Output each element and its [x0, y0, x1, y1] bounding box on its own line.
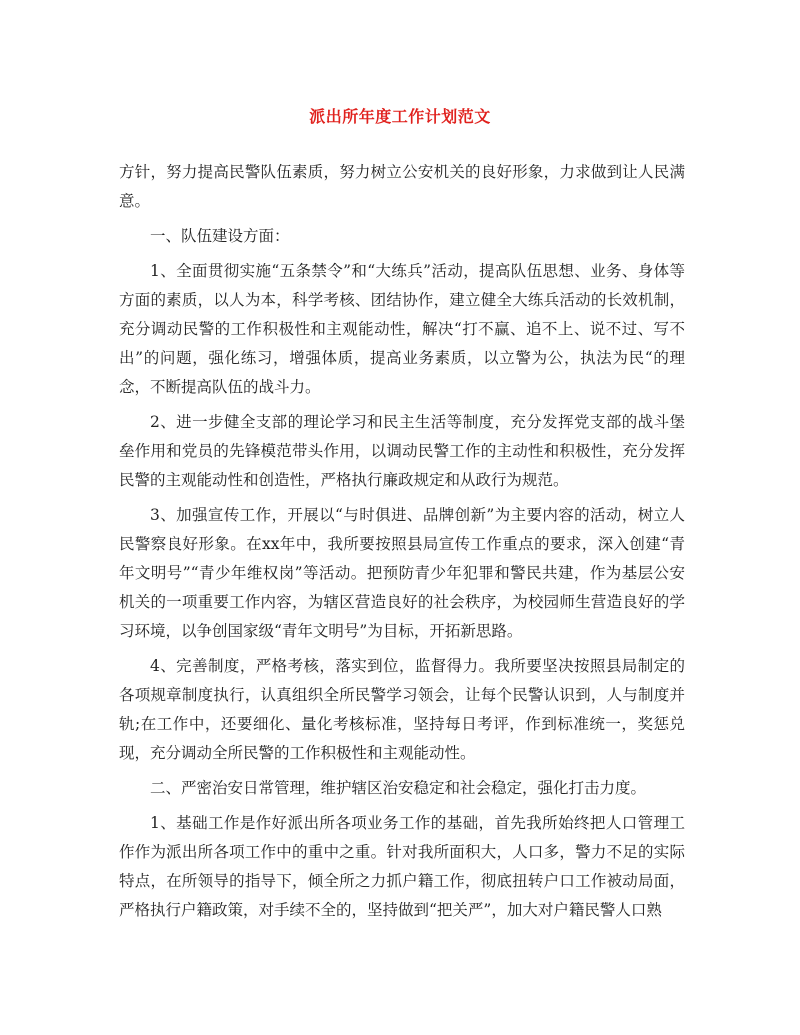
section-heading-public-security: 二、严密治安日常管理，维护辖区治安稳定和社会稳定，强化打击力度。 [150, 779, 647, 797]
document-title: 派出所年度工作计划范文 [309, 107, 491, 126]
paragraph-item-3: 3、加强宣传工作，开展以“与时俱进、品牌创新”为主要内容的活动，树立人民警察良好形象。在xx年中，我所要按照县局宣传工作重点的要求，深入创建“青年文明号”“青少年维权岗”等活动。把预防青少年犯罪和警民共建，作为基层公安机关的一项重要工作内容，为辖区营造良好的社会秩序，为校园师生营造良好的学习环境，以争创国家级“青年文明号”为目标，开拓新思路。 [119, 506, 685, 640]
section-heading-team-building: 一、队伍建设方面： [150, 227, 290, 245]
document-body [119, 158, 685, 931]
paragraph-intro-continuation: 方针，努力提高民警队伍素质，努力树立公安机关的良好形象，力求做到让人民满意。 [119, 163, 685, 210]
paragraph-item-2: 2、进一步健全支部的理论学习和民主生活等制度，充分发挥党支部的战斗堡垒作用和党员的先锋模范带头作用，以调动民警工作的主动性和积极性，充分发挥民警的主观能动性和创造性，严格执行廉政规定和从政行为规范。 [119, 413, 685, 489]
paragraph-item-1: 1、全面贯彻实施“五条禁令”和“大练兵”活动，提高队伍思想、业务、身体等方面的素质，以人为本，科学考核、团结协作，建立健全大练兵活动的长效机制，充分调动民警的工作积极性和主观能动性，解决“打不赢、追不上、说不过、写不出”的问题，强化练习，增强体质，提高业务素质，以立警为公，执法为民“的理念，不断提高队伍的战斗力。 [119, 262, 685, 396]
paragraph-item-1-household: 1、基础工作是作好派出所各项业务工作的基础，首先我所始终把人口管理工作作为派出所各项工作中的重中之重。针对我所面积大，人口多，警力不足的实际特点，在所领导的指导下，倾全所之力抓户籍工作，彻底扭转户口工作被动局面，严格执行户籍政策，对手续不全的，坚持做到“把关严”，加大对户籍民警人口熟 [119, 814, 685, 919]
paragraph-item-4: 4、完善制度，严格考核，落实到位，监督得力。我所要坚决按照县局制定的各项规章制度执行，认真组织全所民警学习领会，让每个民警认识到，人与制度并轨;在工作中，还要细化、量化考核标准，坚持每日考评，作到标准统一，奖惩兑现，充分调动全所民警的工作积极性和主观能动性。 [119, 657, 685, 762]
